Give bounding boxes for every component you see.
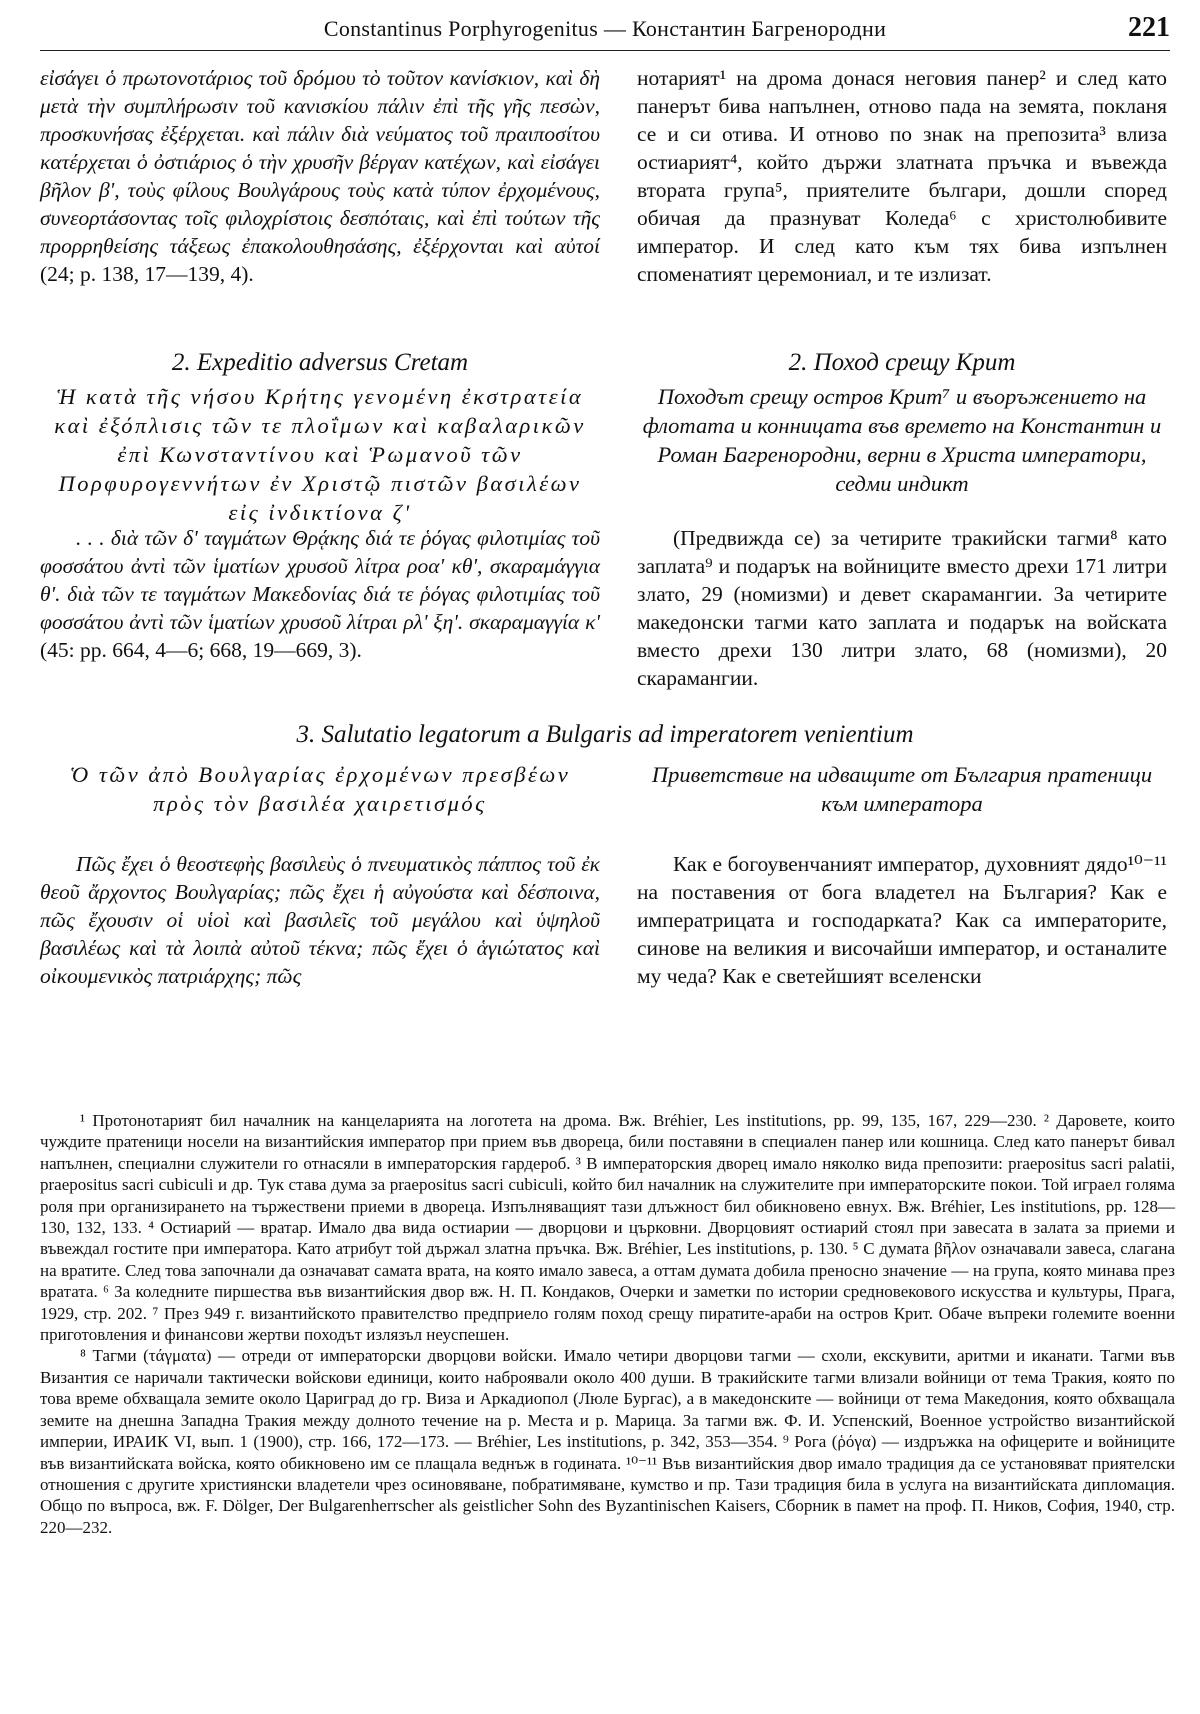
running-header — [40, 10, 1170, 51]
section2-latin-heading: 2. Expeditio adversus Cretam — [171, 349, 469, 376]
section2-bulgarian-title-block — [637, 382, 1167, 498]
section3-bulgarian-title: Приветствие на идващите от България пратеници към императора — [651, 762, 1153, 816]
block1-greek-text: εἰσάγει ὁ πρωτονοτάριος τοῦ δρόμου τὸ τοῦτον κανίσκιον, καὶ δὴ μετὰ τὴν συμπλήρωσιν τοῦ κανισκίου πάλιν ἐπὶ τῆς γῆς πεσὼν, προσκυνήσας ἐξέρχεται. καὶ πάλιν διὰ νεύματος τοῦ πραιποσίτου κατέρχεται ὁ ὀστιάριος ὁ τὴν χρυσῆν βέργαν κατέχων, καὶ εἰσάγει βῆλον β', τοὺς φίλους Βουλγάρους τοὺς κατὰ τύπον ἐρχομένους, συνεορτάσοντας τοῖς φιλοχρίστοις δεσπόταις, καὶ ἐπὶ τούτων τῆς προρρηθείσης τάξεως ἐπακολουθησάσης, ἐξέρχονται καὶ αὐτοί — [40, 66, 600, 258]
section2-bulgarian-heading: 2. Поход срещу Крит — [788, 349, 1016, 376]
footnote-block-1: ¹ Протонотарият бил началник на канцеларията на логотета на дрома. Вж. Bréhier, Les institutions, pp. 99, 135, 167, 229—230. ² Даровете, които чуждите пратеници носели на византийския император при прием във дворецa, били поставяни в специален панер или кошница. След като панерът бивал напълнен, специални служители го отнасяли в императорския гардероб. ³ В императорския дворец имало няколко вида препозити: praepositus sacri palatii, praepositus sacri cubiculi и др. Тук става дума за praepositus sacri cubiculi, който бил началник на служителите при императорските покои. Той играел голяма роля при организирането на тържествени приеми в двореца. Изпълняващият тази длъжност бил обикновено евнух. Вж. Bréhier, Les institutions, pp. 128—130, 132, 133. ⁴ Остиарий — вратар. Имало два вида остиарии — дворцови и църковни. Дворцовият остиарий стоял при завесата в залата за приеми и въвеждал гостите при императора. Като атрибут той държал златна пръчка. Вж. Bréhier, Les institutions, p. 130. ⁵ С думата βῆλον означавали завеса, слагана на вратите. След това започнали да означават самата врата, на която имало завеса, а оттам думата добила преносно значение — на група, която минава през вратата. ⁶ За коледните пиршества във византийския двор вж. Н. П. Кондаков, Очерки и заметки по истории средновекового искусства и культуры, Прага, 1929, стр. 202. ⁷ През 949 г. византийското правителство предприело голям поход срещу пиратите-араби на остров Крит. Обаче въпреки големите военни приготовления и финансови жертви походът излязъл неуспешен. — [40, 1111, 1175, 1345]
block1-greek — [40, 64, 600, 288]
section2-greek-text: . . . διὰ τῶν δ' ταγμάτων Θρᾴκης διά τε ῥόγας φιλοτιμίας τοῦ φοσσάτου ἀντὶ τῶν ἱματίων χρυσοῦ λίτρα ροα' κθ', σκαραμάγγια θ'. διὰ τῶν τε ταγμάτων Μακεδονίας διά τε ῥόγας φιλοτιμίας τοῦ φοσσάτου ἀντὶ τῶν ἱματίων χρυσοῦ λίτραι ρλ' ξη'. σκαραμαγγία κ' — [40, 526, 600, 634]
block1-bulgarian — [637, 64, 1167, 288]
section3-bulgarian-body — [637, 850, 1167, 990]
section2-bulgarian-body — [637, 524, 1167, 692]
section2-bulgarian-text: (Предвижда се) за четирите тракийски тагми⁸ като заплата⁹ и подарък на войниците вместо дрехи 171 литри злато, 29 (номизми) и девет скарамангии. За четирите македонски тагми като заплата и подарък на войската вместо дрехи 130 литри злато, 68 (номизми), 20 скарамангии. — [637, 526, 1167, 690]
section3-greek-body — [40, 850, 600, 990]
page-number: 221 — [1128, 12, 1170, 43]
section3-greek-title-block — [40, 760, 600, 818]
section3-latin-heading: 3. Salutatio legatorum a Bulgaris ad imperatorem venientium — [296, 721, 914, 748]
section3-greek-text: Πῶς ἔχει ὁ θεοστεφὴς βασιλεὺς ὁ πνευματικὸς πάππος τοῦ ἐκ θεοῦ ἄρχοντος Βουλγαρίας; πῶς ἔχει ἡ αὐγούστα καὶ δέσποινα, πῶς ἔχουσιν οἱ υἱοὶ καὶ βασιλεῖς τοῦ μεγάλου καὶ ὑψηλοῦ βασιλέως καὶ τὰ λοιπὰ αὐτοῦ τέκνα; πῶς ἔχει ὁ ἁγιώτατος καὶ οἰκουμενικὸς πατριάρχης; πῶς — [40, 852, 600, 988]
section3-bulgarian-title-block — [637, 760, 1167, 818]
footnote-block-2: ⁸ Тагми (τάγματα) — отреди от императорски дворцови войски. Имало четири дворцови тагми — схоли, екскувити, аритми и иканати. Тагми във Византия се наричали тактически войскови единици, които наброявали около 400 души. В тракийските тагми влизали войници от тема Тракия, която по това време обхващала земите около Цариград до гр. Виза и Аркадиопол (Люле Бургас), а в македонските — войници от тема Македония, която обхващала земите на днешна Западна Тракия между долното течение на р. Места и р. Марица. За тагми вж. Ф. И. Успенский, Военное устройство византийской империи, ИРАИК VI, вып. 1 (1900), стр. 166, 172—173. — Bréhier, Les institutions, p. 342, 353—354. ⁹ Рога (ῥόγα) — издръжка на офицерите и войниците във византийската войска, която обикновено им се плащала веднъж в годината. ¹⁰⁻¹¹ Във византийския двор имало традиция да се установяват приятелски отношения с другите християнски владетели чрез осиновяване, побратимяване, кумство и пр. Тази традиция била в услуга на византийската дипломация. Общо по въпроса, вж. F. Dölger, Der Bulgarenherrscher als geistlicher Sohn des Byzantinischen Kaisers, Сборник в памет на проф. П. Ников, София, 1940, стр. 220—232. — [40, 1346, 1175, 1537]
footnotes — [40, 1110, 1175, 1538]
block1-greek-ref: (24; p. 138, 17—139, 4). — [40, 262, 254, 286]
section2-bulgarian-title: Походът срещу остров Крит⁷ и въоръжението на флотата и конницата във времето на Константин и Роман Багренородни, верни в Христа императори, седми индикт — [642, 384, 1162, 496]
section2-greek-body — [40, 524, 600, 664]
section2-greek-title-block — [40, 382, 600, 527]
block1-bulgarian-text: нотарият¹ на дрома донася неговия панер² и след като панерът бива напълнен, отново пада на земята, покланя се и си отива. И отново по знак на препозита³ влиза остиарият⁴, който държи златната пръчка и въвежда втората група⁵, приятелите българи, дошли според обичая да празнуват Коледа⁶ с христолюбивите император. И след като към тях бива изпълнен споменатият церемониал, и те излизат. — [637, 66, 1167, 286]
section3-bulgarian-text: Как е богоувенчаният император, духовният дядо¹⁰⁻¹¹ на поставения от бога владетел на България? Как е императрицата и господарката? Как са императорите, синове на великия и височайши император, и останалите му чеда? Как е светейшият вселенски — [637, 852, 1167, 988]
section2-greek-ref: (45: pp. 664, 4—6; 668, 19—669, 3). — [40, 638, 362, 662]
section2-greek-title: Ἡ κατὰ τῆς νήσου Κρήτης γενομένη ἐκστρατεία καὶ ἐξόπλισις τῶν τε πλοΐμων καὶ καβαλαρικῶν ἐπὶ Κωνσταντίνου καὶ Ῥωμανοῦ τῶν Πορφυρογεννήτων ἐν Χριστῷ πιστῶν βασιλέων εἰς ἰνδικτίονα ζ' — [54, 384, 586, 525]
section3-greek-title: Ὁ τῶν ἀπὸ Βουλγαρίας ἐρχομένων πρεσβέων πρὸς τὸν βασιλέα χαιρετισμός — [69, 762, 571, 816]
header-title: Constantinus Porphyrogenitus — Константин Багренородни — [323, 16, 887, 41]
